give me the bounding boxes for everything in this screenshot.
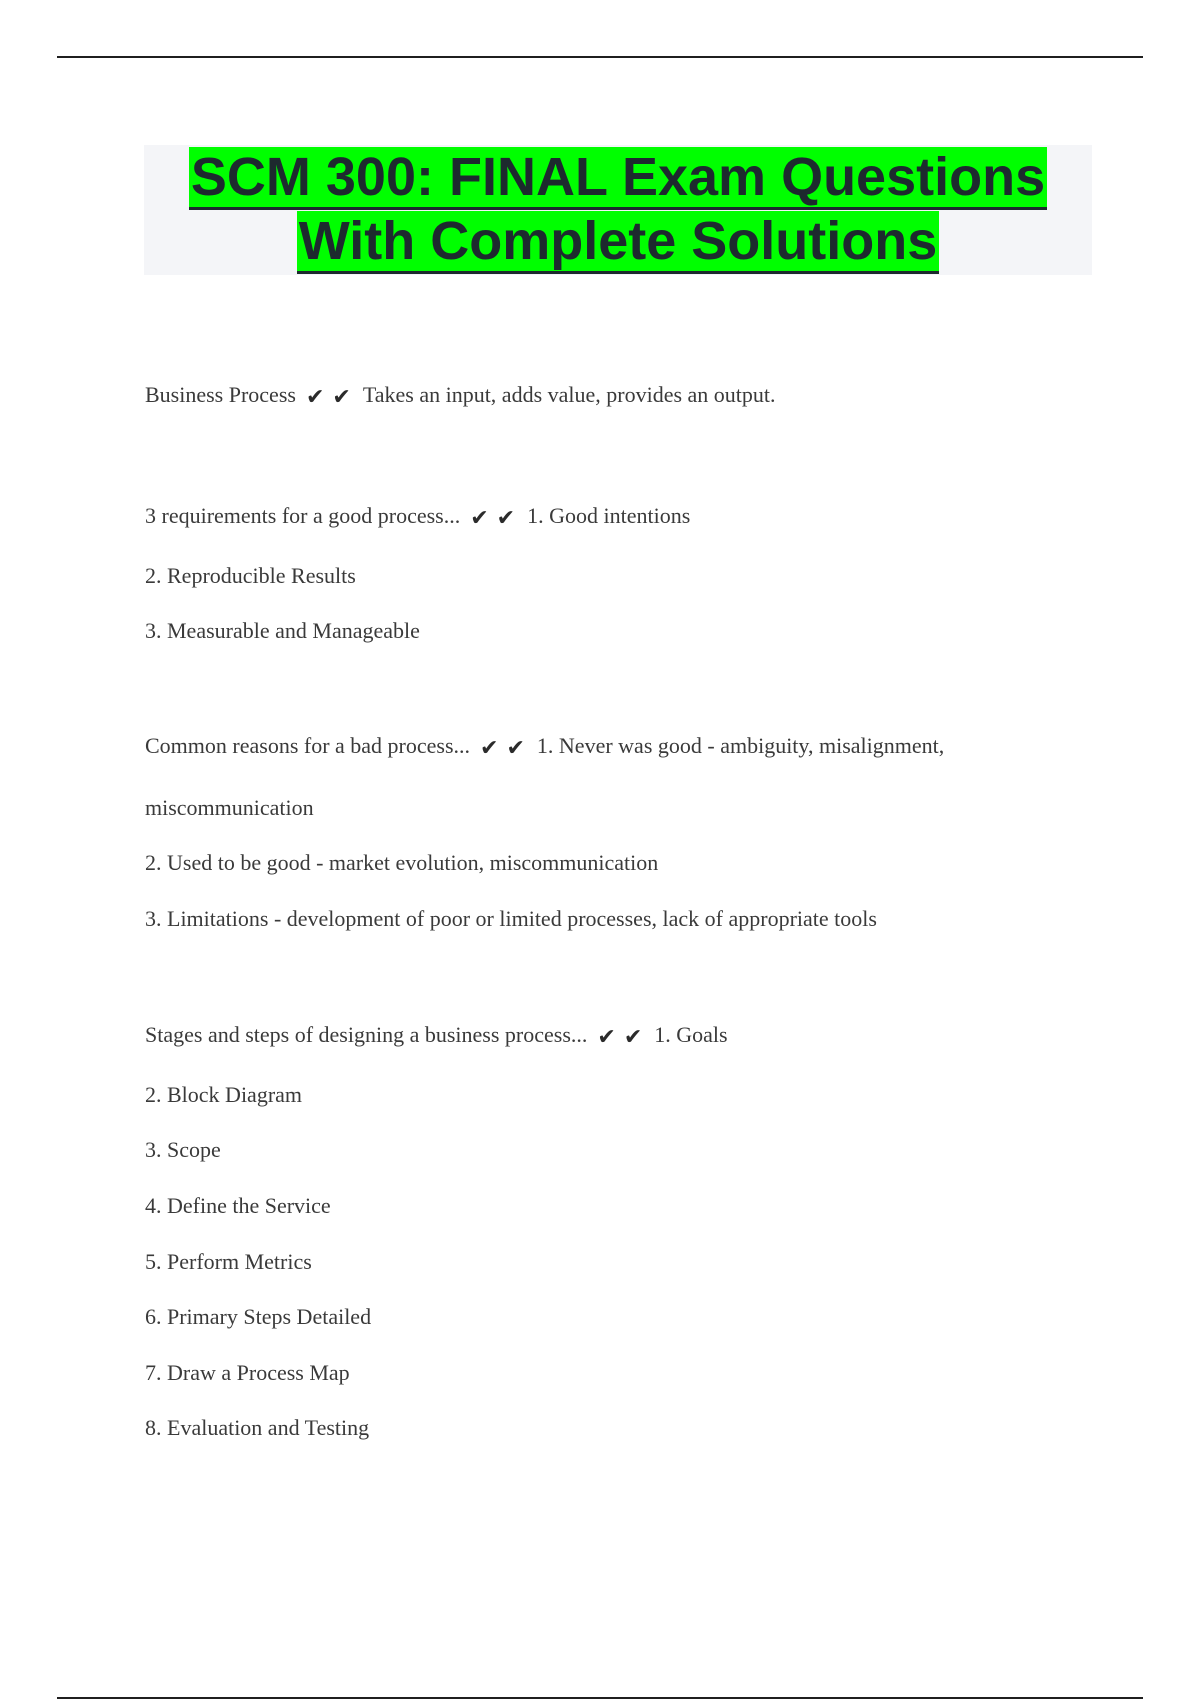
double-check-icon: ✔✔ bbox=[597, 1025, 651, 1050]
qa-entry bbox=[145, 382, 776, 408]
question-term: 3 requirements for a good process... bbox=[145, 503, 461, 528]
question-term: Business Process bbox=[145, 382, 296, 407]
answer-line: 2. Used to be good - market evolution, miscommunication bbox=[145, 850, 659, 875]
qa-line bbox=[145, 382, 776, 408]
title-block bbox=[144, 145, 1092, 275]
title-line-2 bbox=[144, 209, 1092, 273]
title-line-1 bbox=[144, 145, 1092, 209]
answer-line: 7. Draw a Process Map bbox=[145, 1360, 350, 1385]
double-check-icon: ✔✔ bbox=[305, 385, 359, 410]
title-text-2: With Complete Solutions bbox=[297, 211, 939, 274]
answer-line: 5. Perform Metrics bbox=[145, 1249, 312, 1274]
answer-text: 1. Never was good - ambiguity, misalignment, bbox=[536, 733, 945, 758]
answer-text: 1. Goals bbox=[654, 1022, 728, 1047]
qa-entry bbox=[145, 503, 690, 529]
double-check-icon: ✔✔ bbox=[470, 506, 524, 531]
question-term: Common reasons for a bad process... bbox=[145, 733, 471, 758]
qa-entry bbox=[145, 1022, 728, 1048]
question-term: Stages and steps of designing a business process... bbox=[145, 1022, 588, 1047]
answer-line: 6. Primary Steps Detailed bbox=[145, 1304, 372, 1329]
header-rule bbox=[57, 56, 1143, 58]
answer-line: 8. Evaluation and Testing bbox=[145, 1415, 370, 1440]
answer-line: 2. Block Diagram bbox=[145, 1082, 303, 1107]
footer-rule bbox=[57, 1697, 1143, 1699]
answer-line: 4. Define the Service bbox=[145, 1193, 331, 1218]
answer-line: miscommunication bbox=[145, 795, 314, 820]
answer-line: 3. Scope bbox=[145, 1137, 221, 1162]
qa-entry bbox=[145, 733, 944, 759]
title-text-1: SCM 300: FINAL Exam Questions bbox=[189, 147, 1047, 210]
qa-line bbox=[145, 503, 690, 529]
qa-line bbox=[145, 733, 944, 759]
qa-line bbox=[145, 1022, 728, 1048]
answer-line: 3. Limitations - development of poor or limited processes, lack of appropriate tools bbox=[145, 906, 877, 931]
answer-text: 1. Good intentions bbox=[527, 503, 691, 528]
answer-text: Takes an input, adds value, provides an output. bbox=[362, 382, 776, 407]
answer-line: 3. Measurable and Manageable bbox=[145, 618, 420, 643]
answer-line: 2. Reproducible Results bbox=[145, 563, 356, 588]
double-check-icon: ✔✔ bbox=[480, 736, 533, 761]
